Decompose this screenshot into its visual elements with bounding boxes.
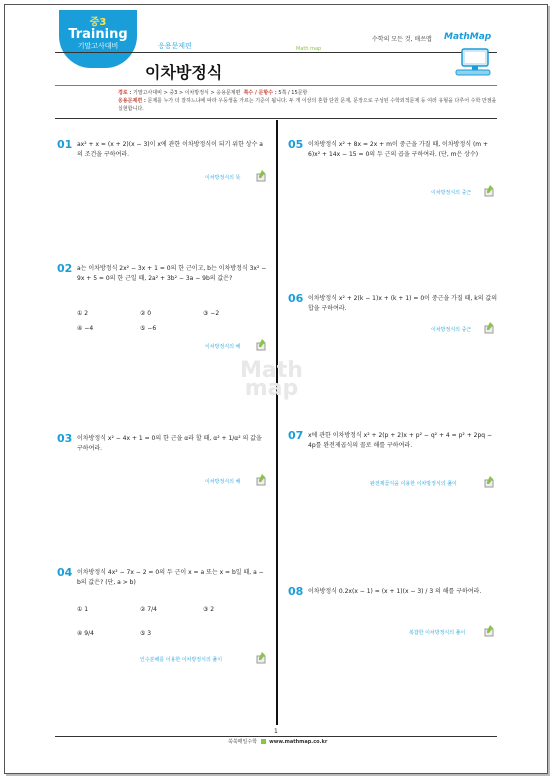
column-divider [276,120,278,725]
meta-path [118,89,307,96]
footer-url: www.mathmap.co.kr [269,739,328,745]
square-icon [261,739,266,744]
watermark [240,358,303,401]
problem-text: x에 관한 이차방정식 x² + 2(p + 2)x + p² − q² + 4 = p² + 2pq − 4p를 완전제곱식의 꼴로 해를 구하여라. [308,432,492,449]
problem-text: ax² + x = (x + 2)(x − 3)이 x에 관한 이차방정식이 되기 위한 상수 a의 조건을 구하여라. [77,141,263,158]
header-rule [55,52,497,53]
choice: ④ −4 [77,325,94,332]
pencil-icon [256,652,266,664]
problem-text: 이차방정식 x² + 8x = 2x + m이 중근을 가질 때, 이차방정식 (m + 6)x² + 14x − 15 = 0의 두 근의 곱을 구하여라. (단, m은 상수) [308,141,489,158]
choice: ⑤ −6 [140,325,157,332]
training-badge [59,10,137,68]
choice: ① 1 [77,606,89,613]
desc-value: 문제를 누가 더 잘하느냐에 따라 우등생을 가르는 기준이 됩니다. 두 개 이상의 혼합 단원 문제, 문장으로 구성된 수학외적문제 등 여러 유형을 다루어 수학 만점을 실현합니다. [118,98,497,112]
grade-label: 중3 [89,17,107,28]
topic-tag: 이차방정식의 중근 [431,327,472,333]
computer-icon [452,47,492,77]
meta-rule [55,85,497,86]
count-value: 5쪽 / 15문항 [278,90,308,96]
footer-label: 쑥쑥매일수학 [228,739,257,745]
topic-tag: 이차방정식의 중근 [431,190,472,196]
problem-number: 07 [288,429,304,442]
choice: ④ 9/4 [77,630,94,637]
choice: ⑤ 3 [140,630,152,637]
problem-number: 02 [57,262,73,275]
slogan: 수학의 모든 것, 매쓰맵 [372,36,432,43]
brand-logo: MathMap [444,32,492,42]
pencil-icon [256,170,266,182]
problem-number: 03 [57,432,73,445]
footer-rule [55,736,497,737]
path-value: 기말고사대비 > 중3 > 이차방정식 > 응용문제편 [133,90,241,96]
problem-number: 04 [57,566,73,579]
topic-tag: 완전제곱식을 이용한 이차방정식의 풀이 [370,481,457,487]
watermark-line-2: map [244,376,299,401]
footer [228,738,327,745]
choice: ③ 2 [203,606,215,613]
pencil-icon [484,476,494,488]
problem-text: 이차방정식 0.2x(x − 1) = (x + 1)(x − 3) / 3 의 해를 구하여라. [308,588,482,595]
page-number: 1 [274,728,278,735]
choice: ③ −2 [203,310,220,317]
section-label: 응용문제편 [158,42,192,50]
small-logo: Math map [296,46,322,52]
badge-title: Training [68,27,128,42]
problem-text: 이차방정식 4x² − 7x − 2 = 0의 두 근이 x = a 또는 x = b일 때, a − b의 값은? (단, a > b) [77,569,264,586]
desc-label: 응용문제편 : [118,98,146,104]
problem-text: a는 이차방정식 2x² − 3x + 1 = 0의 한 근이고, b는 이차방정식 3x² − 9x + 5 = 0의 한 근일 때, 2a² + 3b² − 3a − 9b의 값은? [77,265,267,282]
pencil-icon [256,339,266,351]
problem-number: 01 [57,138,73,151]
problem-number: 06 [288,292,304,305]
choice: ① 2 [77,310,89,317]
choice: ② 7/4 [140,606,157,613]
problem-number: 05 [288,138,304,151]
pencil-icon [256,474,266,486]
topic-tag: 이차방정식의 해 [205,479,241,485]
path-label: 경로 : [118,90,132,96]
choice: ② 0 [140,310,152,317]
content-rule [55,118,497,119]
badge-subtitle: 기말고사대비 [77,42,119,50]
count-label: 쪽수 / 문항수 : [243,90,277,96]
meta-description [118,97,498,113]
pencil-icon [484,625,494,637]
page-title: 이차방정식 [145,63,223,82]
topic-tag: 이차방정식의 뜻 [205,175,241,181]
topic-tag: 복잡한 이차방정식의 풀이 [409,630,466,636]
pencil-icon [484,322,494,334]
problem-text: 이차방정식 x² − 4x + 1 = 0의 한 근을 α라 할 때, α² + 1/α² 의 값을 구하여라. [77,435,262,452]
topic-tag: 인수분해를 이용한 이차방정식의 풀이 [140,657,223,663]
topic-tag: 이차방정식의 해 [205,344,241,350]
pencil-icon [484,185,494,197]
watermark-line-1: Math [240,358,303,383]
problem-text: 이차방정식 x² + 2(k − 1)x + (k + 1) = 0이 중근을 가질 때, k의 값의 합을 구하여라. [308,295,498,312]
problem-number: 08 [288,585,304,598]
